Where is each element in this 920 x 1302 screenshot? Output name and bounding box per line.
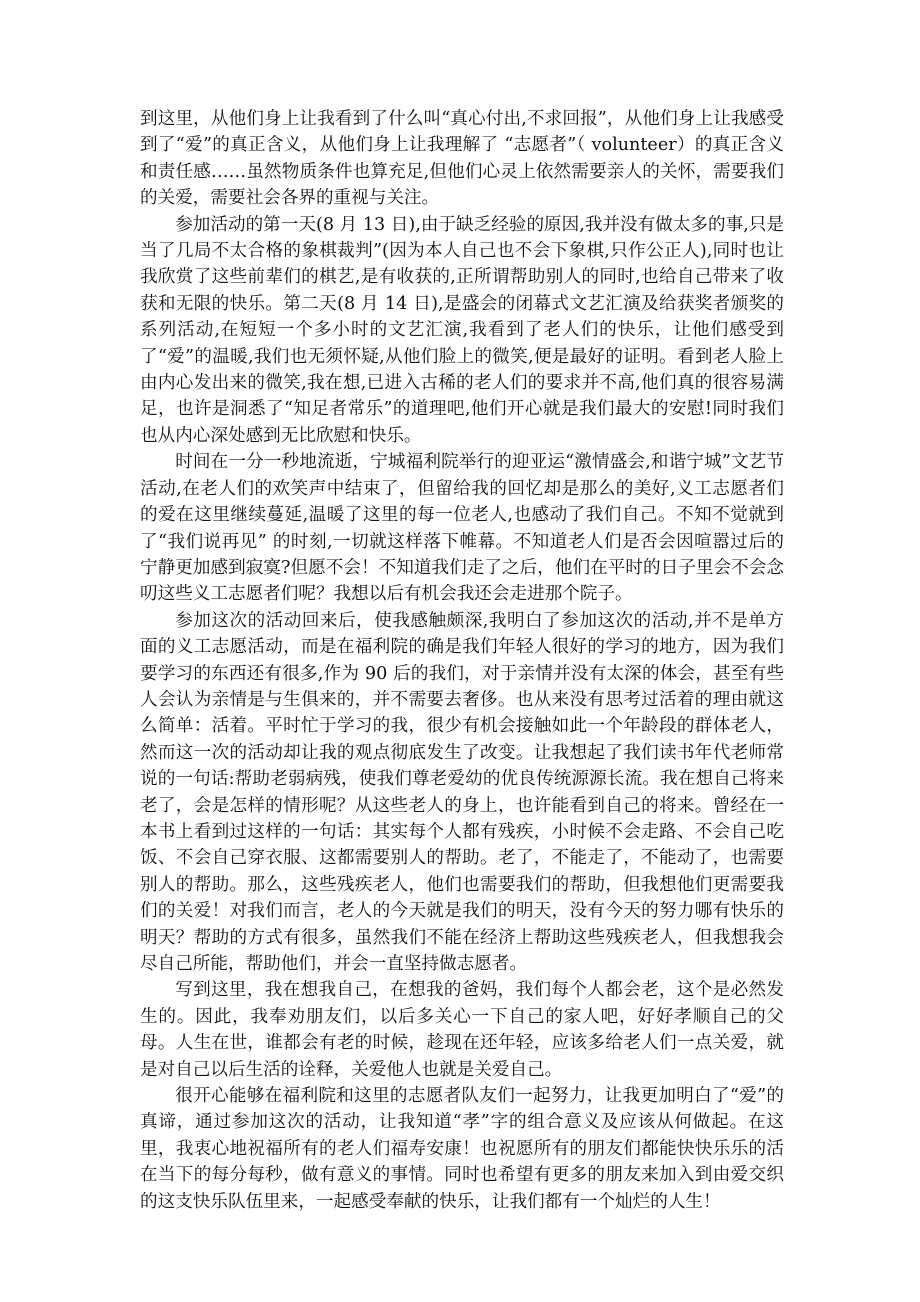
paragraph-1: 到这里，从他们身上让我看到了什么叫“真心付出,不求回报”，从他们身上让我感受到了“爱”的真正含义，从他们身上让我理解了 “志愿者”（ volunteer）的真正含义和责任感……虽然物质条件也算充足,但他们心灵上依然需要亲人的关怀，需要我们的关爱，需要社会各界的重视与关注。 (140, 109, 784, 209)
document-body (140, 106, 784, 1215)
paragraph-5: 写到这里，我在想我自己，在想我的爸妈，我们每个人都会老，这个是必然发生的。因此，我奉劝朋友们，以后多关心一下自己的家人吧，好好孝顺自己的父母。人生在世，谁都会有老的时候，趁现在还年轻，应该多给老人们一点关爱，就是对自己以后生活的诠释，关爱他人也就是关爱自己。 (140, 980, 784, 1080)
paragraph-4: 参加这次的活动回来后，使我感触颇深,我明白了参加这次的活动,并不是单方面的义工志愿活动，而是在福利院的确是我们年轻人很好的学习的地方，因为我们要学习的东西还有很多,作为 90 后的我们，对于亲情并没有太深的体会，甚至有些人会认为亲情是与生俱来的，并不需要去奢侈。也从来没有思考过活着的理由就这么简单：活着。平时忙于学习的我，很少有机会接触如此一个年龄段的群体老人，然而这一次的活动却让我的观点彻底发生了改变。让我想起了我们读书年代老师常说的一句话:帮助老弱病残，使我们尊老爱幼的优良传统源源长流。我在想自己将来老了，会是怎样的情形呢？从这些老人的身上，也许能看到自己的将来。曾经在一本书上看到过这样的一句话：其实每个人都有残疾，小时候不会走路、不会自己吃饭、不会自己穿衣服、这都需要别人的帮助。老了，不能走了，不能动了，也需要别人的帮助。那么，这些残疾老人，他们也需要我们的帮助，但我想他们更需要我们的关爱！对我们而言，老人的今天就是我们的明天，没有今天的努力哪有快乐的明天？帮助的方式有很多，虽然我们不能在经济上帮助这些残疾老人，但我想我会尽自己所能，帮助他们，并会一直坚持做志愿者。 (140, 610, 784, 974)
paragraph-2: 参加活动的第一天(8 月 13 日),由于缺乏经验的原因,我并没有做太多的事,只是当了几局不太合格的象棋裁判”(因为本人自己也不会下象棋,只作公正人),同时也让我欣赏了这些前辈们的棋艺,是有收获的,正所谓帮助别人的同时,也给自己带来了收获和无限的快乐。第二天(8 月 14 日),是盛会的闭幕式文艺汇演及给获奖者颁奖的系列活动,在短短一个多小时的文艺汇演,我看到了老人们的快乐，让他们感受到了“爱”的温暖,我们也无须怀疑,从他们脸上的微笑,便是最好的证明。看到老人脸上由内心发出来的微笑,我在想,已进入古稀的老人们的要求并不高,他们真的很容易满足，也许是洞悉了“知足者常乐”的道理吧,他们开心就是我们最大的安慰!同时我们也从内心深处感到无比欣慰和快乐。 (140, 214, 784, 446)
paragraph-3: 时间在一分一秒地流逝，宁城福利院举行的迎亚运“激情盛会,和谐宁城”文艺节活动,在老人们的欢笑声中结束了，但留给我的回忆却是那么的美好,义工志愿者们的爱在这里继续蔓延,温暖了这里的每一位老人,也感动了我们自己。不知不觉就到了“我们说再见” 的时刻,一切就这样落下帷幕。不知道老人们是否会因喧嚣过后的宁静更加感到寂寞?但愿不会！不知道我们走了之后，他们在平时的日子里会不会念叨这些义工志愿者们呢？我想以后有机会我还会走进那个院子。 (140, 452, 784, 605)
paragraph-6: 很开心能够在福利院和这里的志愿者队友们一起努力，让我更加明白了“爱”的真谛，通过参加这次的活动，让我知道“孝”字的组合意义及应该从何做起。在这里，我衷心地祝福所有的老人们福寿安康！也祝愿所有的朋友们都能快快乐乐的活在当下的每分每秒，做有意义的事情。同时也希望有更多的朋友来加入到由爱交织的这支快乐队伍里来，一起感受奉献的快乐，让我们都有一个灿烂的人生！ (140, 1086, 784, 1212)
